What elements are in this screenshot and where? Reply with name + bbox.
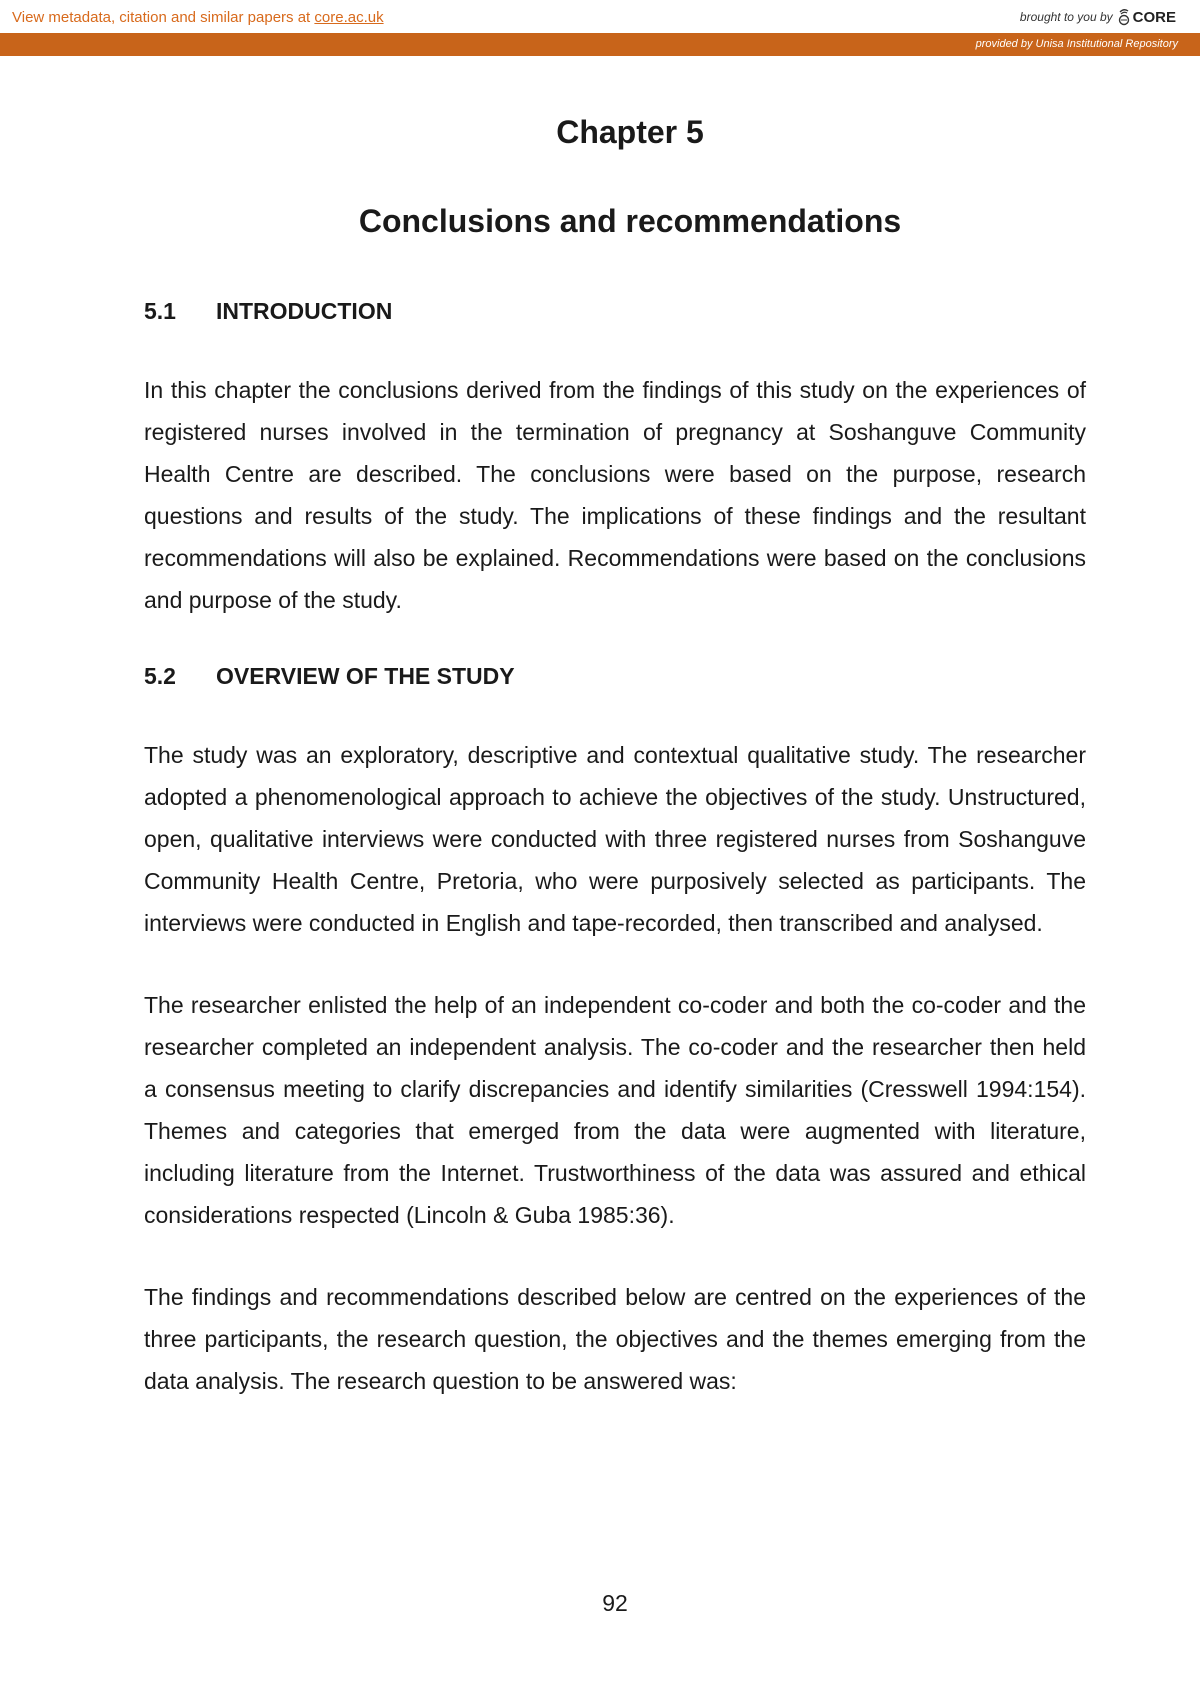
chapter-title: Conclusions and recommendations (358, 203, 902, 239)
metadata-link[interactable] (12, 9, 384, 26)
core-ac-uk-link[interactable]: core.ac.uk (314, 9, 384, 26)
metadata-link-text: View metadata, citation and similar papers at (12, 9, 315, 26)
core-label: CORE (1132, 8, 1176, 26)
page-number: 92 (602, 1590, 628, 1616)
introduction-paragraph: In this chapter the conclusions derived from the findings of this study on the experiences of registered nurses involved in the termination of pregnancy at Soshanguve Community Health Centre are described. The conclusions were based on the purpose, research questions and results of the study. The implications of these findings and the resultant recommendations will also be explained. Recommendations were based on the conclusions and purpose of the study. (144, 377, 1086, 613)
section-heading-overview (144, 663, 1086, 690)
page-content (144, 100, 1086, 1402)
core-provided-bar (0, 33, 1200, 56)
overview-paragraph-2: The researcher enlisted the help of an independent co-coder and both the co-coder and the researcher completed an independent analysis. The co-coder and the researcher then held a consensus meeting to clarify discrepancies and identify similarities (Cresswell 1994:154). Themes and categories that emerged from the data were augmented with literature, including literature from the Internet. Trustworthiness of the data was assured and ethical considerations respected (Lincoln & Guba 1985:36). (144, 992, 1086, 1228)
brought-text: brought to you by (1019, 10, 1113, 24)
brought-to-you-by (1020, 8, 1176, 26)
chapter-number: Chapter 5 (556, 114, 704, 150)
section-number: 5.1 (144, 298, 176, 324)
provided-by-text[interactable]: provided by Unisa Institutional Repository (975, 38, 1178, 50)
section-number: 5.2 (144, 663, 176, 689)
core-header (0, 0, 1200, 33)
section-heading-introduction (144, 298, 1086, 325)
core-logo-icon (1117, 8, 1131, 26)
overview-paragraph-1: The study was an exploratory, descriptive and contextual qualitative study. The researcher adopted a phenomenological approach to achieve the objectives of the study. Unstructured, open, qualitative interviews were conducted with three registered nurses from Soshanguve Community Health Centre, Pretoria, who were purposively selected as participants. The interviews were conducted in English and tape-recorded, then transcribed and analysed. (144, 742, 1086, 936)
section-title: INTRODUCTION (216, 298, 393, 324)
core-logo[interactable] (1117, 8, 1176, 26)
section-title: OVERVIEW OF THE STUDY (216, 663, 515, 689)
overview-paragraph-3: The findings and recommendations described below are centred on the experiences of the three participants, the research question, the objectives and the themes emerging from the data analysis. The research question to be answered was: (144, 1284, 1086, 1394)
